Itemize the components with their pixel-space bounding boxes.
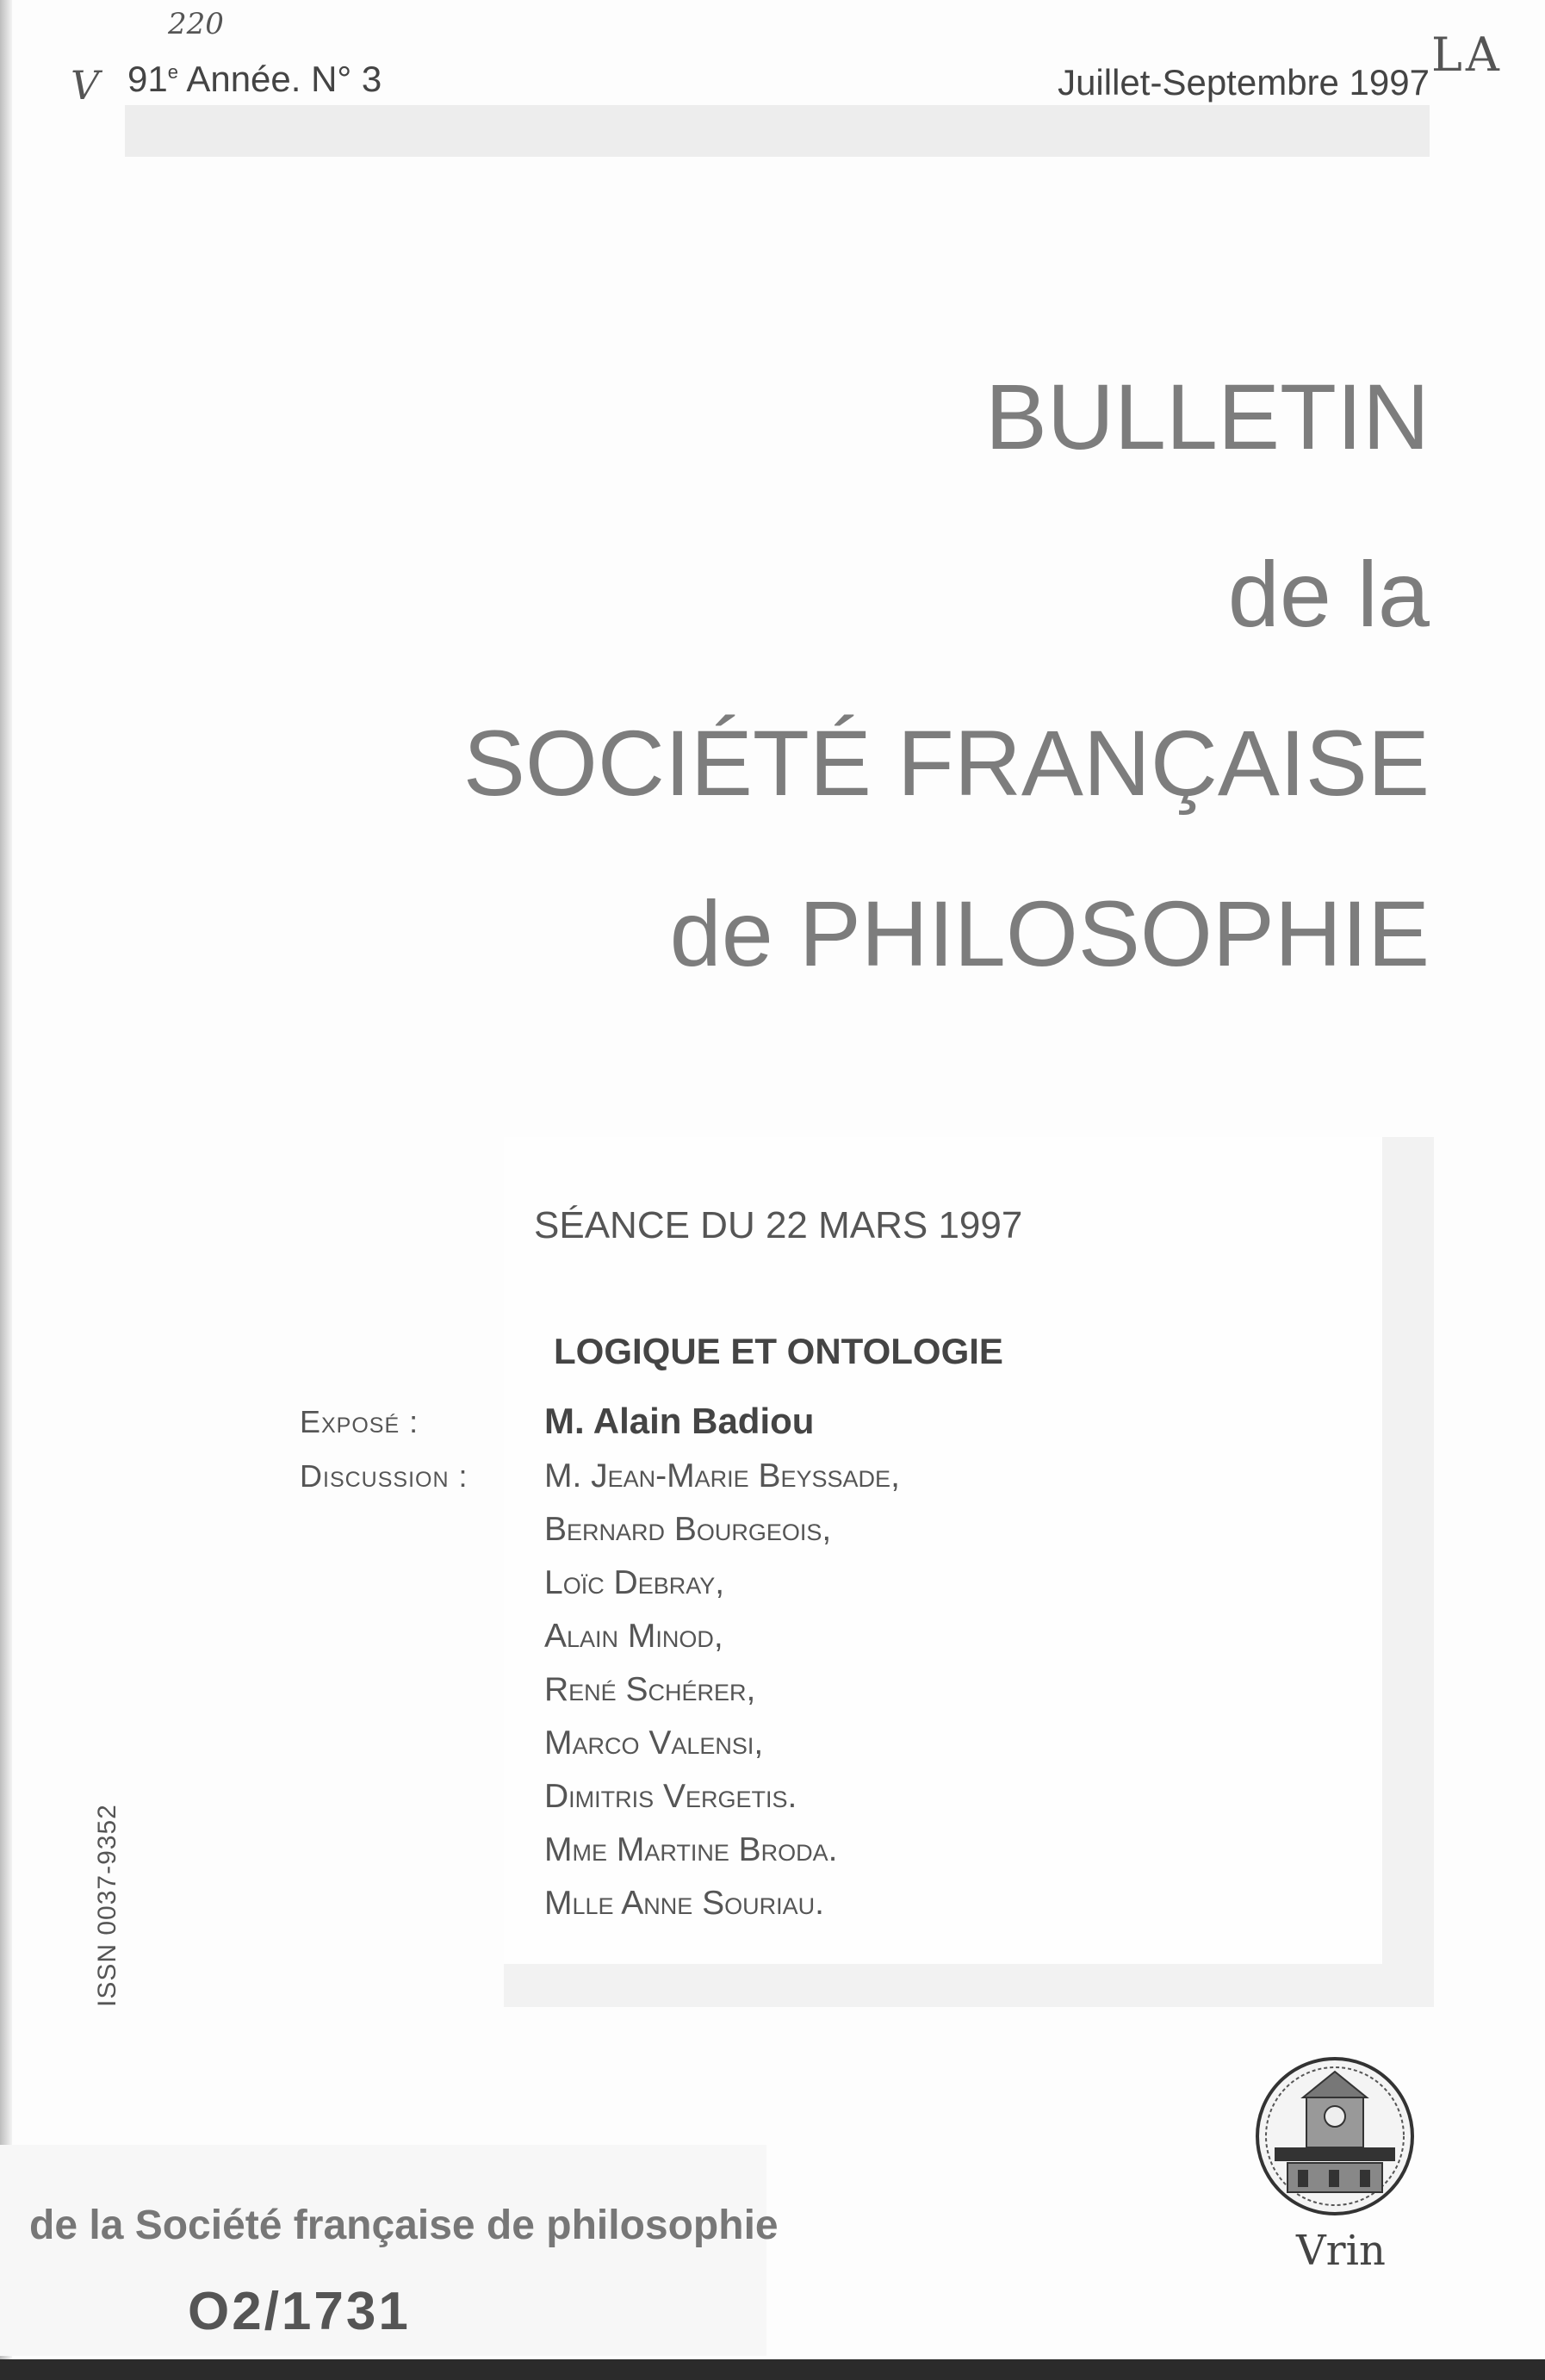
publisher-seal-icon (1253, 2054, 1417, 2218)
session-theme: LOGIQUE ET ONTOLOGIE (554, 1331, 1003, 1371)
issue-year-number: 91 (127, 59, 168, 99)
handwritten-check: V (71, 62, 100, 109)
participant: René Schérer, (544, 1671, 756, 1708)
handwritten-note-top: 220 (168, 7, 224, 41)
issue-number (127, 59, 382, 100)
title-line-1: BULLETIN (984, 364, 1430, 469)
library-shelf-code: O2/1731 (188, 2282, 411, 2341)
title-line-4: de PHILOSOPHIE (669, 881, 1430, 985)
title-line-2: de la (1227, 542, 1430, 646)
publisher-name: Vrin (1296, 2227, 1386, 2275)
participant: Alain Minod, (544, 1618, 723, 1655)
participants-list (544, 1456, 900, 1936)
participant: M. Jean-Marie Beyssade, (544, 1457, 900, 1494)
participant: Mme Martine Broda. (544, 1831, 838, 1868)
participant: Bernard Bourgeois, (544, 1511, 832, 1548)
issn-number: ISSN 0037-9352 (93, 1804, 121, 2007)
participant: Loïc Debray, (544, 1564, 725, 1601)
expose-label: Exposé : (300, 1404, 419, 1439)
page-bottom-edge (0, 2359, 1545, 2380)
header-band (125, 105, 1430, 157)
library-label-name: de la Société française de philosophie (29, 2203, 779, 2248)
session-date: SÉANCE DU 22 MARS 1997 (534, 1204, 1023, 1246)
issue-date: Juillet-Septembre 1997 (1058, 62, 1430, 103)
speaker-name: M. Alain Badiou (544, 1401, 815, 1441)
participant: Marco Valensi, (544, 1724, 764, 1762)
issue-superscript: e (167, 61, 178, 83)
discussion-label: Discussion : (300, 1458, 468, 1494)
issue-rest: Année. N° 3 (177, 59, 382, 99)
page-spine-shadow (0, 0, 12, 2380)
title-line-3: SOCIÉTÉ FRANÇAISE (462, 711, 1430, 815)
handwritten-note-right: LA (1431, 28, 1503, 82)
participant: Dimitris Vergetis. (544, 1778, 797, 1815)
participant: Mlle Anne Souriau. (544, 1885, 824, 1922)
